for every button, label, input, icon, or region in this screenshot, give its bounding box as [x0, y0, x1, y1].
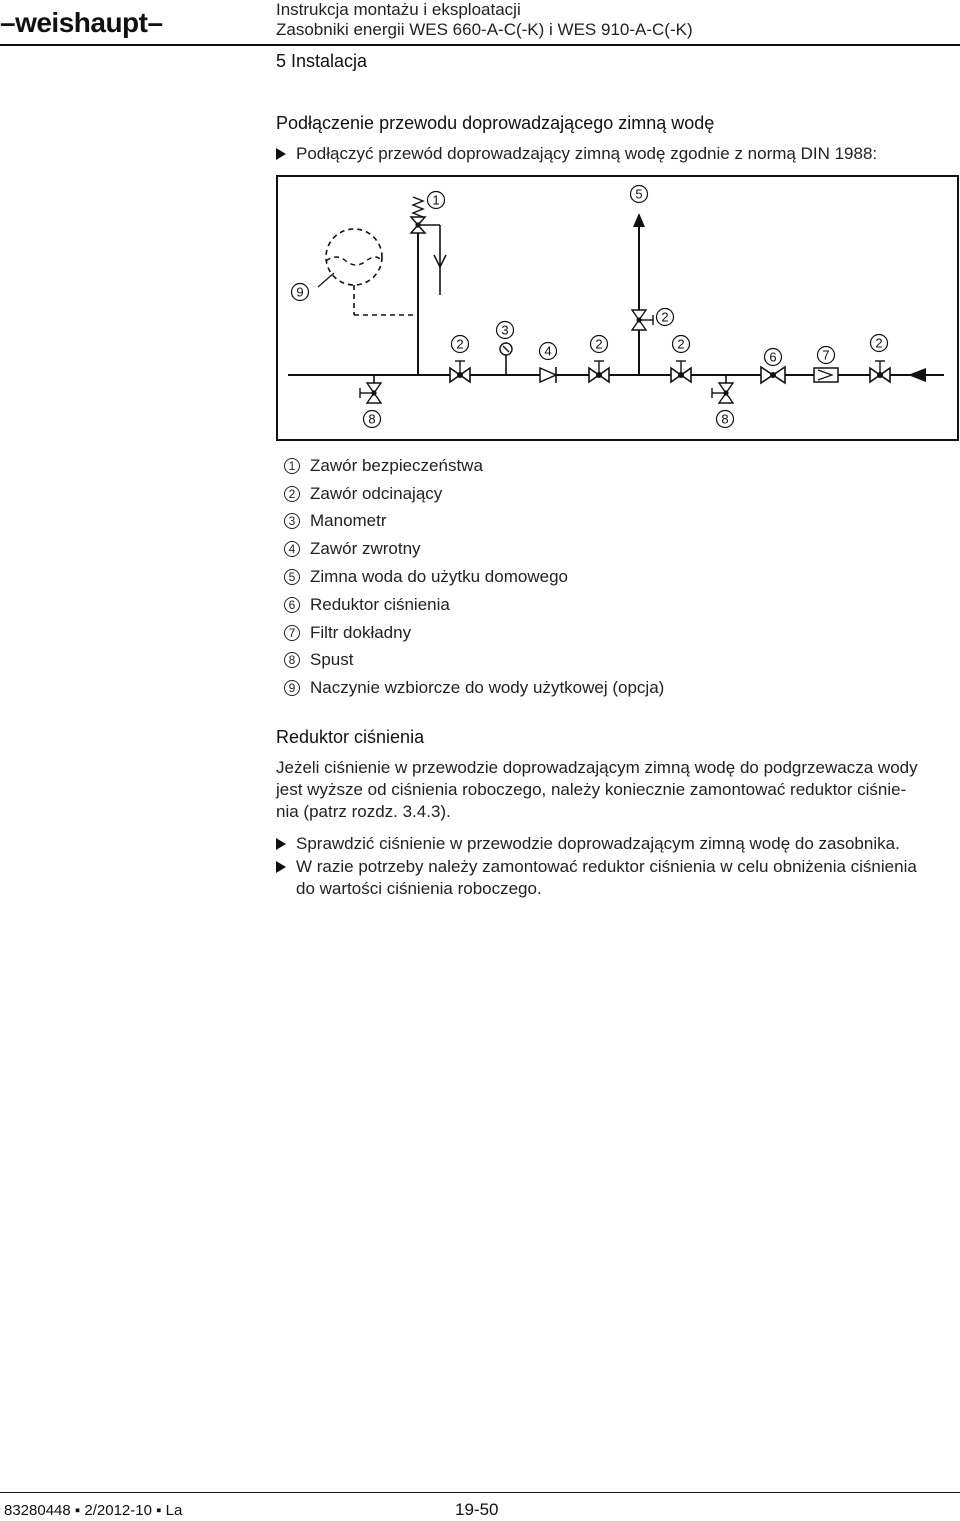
check-valve-icon: [540, 367, 556, 383]
bullet-triangle-icon: [276, 861, 286, 873]
svg-text:2: 2: [875, 335, 883, 351]
expansion-vessel-icon: [318, 229, 418, 315]
drain-valve-right-icon: [712, 383, 733, 403]
bullet-text-continued: do wartości ciśnienia roboczego.: [296, 879, 542, 898]
legend-item: [284, 647, 664, 675]
callout-2-a: [452, 336, 469, 353]
legend-text: Naczynie wzbiorcze do wody użytkowej (opcja): [310, 678, 665, 698]
safety-valve-icon: [411, 197, 446, 295]
paragraph-line: nia (patrz rozdz. 3.4.3).: [276, 802, 451, 821]
svg-text:2: 2: [661, 309, 669, 325]
shutoff-valve-3-icon: [671, 361, 691, 382]
manometer-icon: [500, 343, 512, 375]
legend-item: [284, 619, 664, 647]
svg-text:5: 5: [635, 186, 643, 202]
bullet-install-reducer: [276, 856, 917, 900]
page-number: 19-50: [455, 1500, 499, 1519]
svg-text:2: 2: [677, 336, 685, 352]
svg-text:2: 2: [456, 336, 464, 352]
branch-shutoff-valve-icon: [632, 310, 653, 330]
instruction-connect: [276, 143, 877, 165]
legend-item: [284, 591, 664, 619]
bullet-check-pressure: [276, 833, 900, 855]
shutoff-valve-1-icon: [450, 361, 470, 382]
legend-number: 8: [284, 652, 300, 668]
cold-water-arrow-icon: [633, 213, 645, 227]
legend-text: Zimna woda do użytku domowego: [310, 567, 568, 587]
bullet-triangle-icon: [276, 148, 286, 160]
legend-number: 5: [284, 569, 300, 585]
legend-text: Zawór odcinający: [310, 483, 443, 503]
legend-text: Reduktor ciśnienia: [310, 594, 450, 614]
callout-9: [292, 284, 309, 301]
legend-item: [284, 480, 664, 508]
svg-text:6: 6: [769, 349, 777, 365]
plumbing-diagram: [276, 175, 960, 443]
legend-text: Filtr dokładny: [310, 622, 412, 642]
callout-2-top: [657, 309, 674, 326]
callout-8-right: [717, 411, 734, 428]
pressure-reducer-icon: [761, 367, 785, 383]
legend-number: 4: [284, 541, 300, 557]
weishaupt-logo: –weishaupt–: [0, 7, 163, 38]
shutoff-valve-4-icon: [870, 361, 890, 382]
bullet-text: Sprawdzić ciśnienie w przewodzie doprowadzającym zimną wodę do zasobnika.: [296, 834, 900, 853]
legend-number: 2: [284, 486, 300, 502]
svg-text:2: 2: [595, 336, 603, 352]
callout-2-b: [591, 336, 608, 353]
legend-text: Zawór zwrotny: [310, 539, 421, 559]
document-title: Instrukcja montażu i eksploatacji: [276, 0, 521, 19]
bullet-triangle-icon: [276, 838, 286, 850]
section-heading-pressure-reducer: Reduktor ciśnienia: [276, 727, 425, 747]
svg-text:3: 3: [501, 322, 509, 338]
legend-item: [284, 452, 664, 480]
legend-item: [284, 508, 664, 536]
paragraph-line: jest wyższe od ciśnienia roboczego, należy koniecznie zamontować reduktor ciśnie-: [276, 780, 907, 799]
legend-text: Zawór bezpieczeństwa: [310, 455, 483, 475]
callout-3: [497, 322, 514, 339]
section-heading-cold-water: Podłączenie przewodu doprowadzającego zimną wodę: [276, 113, 715, 133]
paragraph-pressure: [276, 757, 918, 823]
legend-text: Manometr: [310, 511, 387, 531]
instruction-text: Podłączyć przewód doprowadzający zimną wodę zgodnie z normą DIN 1988:: [296, 144, 878, 163]
paragraph-line: Jeżeli ciśnienie w przewodzie doprowadzającym zimną wodę do podgrzewacza wody: [276, 758, 918, 777]
callout-8-left: [364, 411, 381, 428]
chapter-title: 5 Instalacja: [276, 51, 368, 71]
footer-rule: [0, 1492, 960, 1493]
inlet-arrow-icon: [908, 368, 926, 382]
bullet-text: W razie potrzeby należy zamontować reduktor ciśnienia w celu obniżenia ciśnienia: [296, 857, 917, 876]
callout-5: [631, 186, 648, 203]
legend-number: 7: [284, 625, 300, 641]
legend-number: 1: [284, 458, 300, 474]
legend-item: [284, 535, 664, 563]
svg-text:9: 9: [296, 284, 304, 300]
legend-item: [284, 563, 664, 591]
svg-text:7: 7: [822, 347, 830, 363]
callout-6: [765, 349, 782, 366]
legend-number: 9: [284, 680, 300, 696]
diagram-legend: [284, 452, 664, 702]
legend-number: 6: [284, 597, 300, 613]
svg-text:4: 4: [544, 343, 552, 359]
callout-2-d: [871, 335, 888, 352]
document-code: 83280448 ▪ 2/2012-10 ▪ La: [4, 1502, 183, 1519]
fine-filter-icon: [814, 368, 838, 382]
callout-4: [540, 343, 557, 360]
svg-text:8: 8: [368, 411, 376, 427]
legend-item: [284, 674, 664, 702]
svg-text:8: 8: [721, 411, 729, 427]
svg-text:1: 1: [432, 192, 440, 208]
shutoff-valve-2-icon: [589, 361, 609, 382]
header-rule: [0, 44, 960, 46]
drain-valve-left-icon: [360, 383, 381, 403]
callout-7: [818, 347, 835, 364]
callout-1: [428, 192, 445, 209]
callout-2-c: [673, 336, 690, 353]
document-subtitle: Zasobniki energii WES 660-A-C(-K) i WES 910-A-C(-K): [276, 20, 693, 39]
legend-text: Spust: [310, 650, 354, 670]
legend-number: 3: [284, 513, 300, 529]
